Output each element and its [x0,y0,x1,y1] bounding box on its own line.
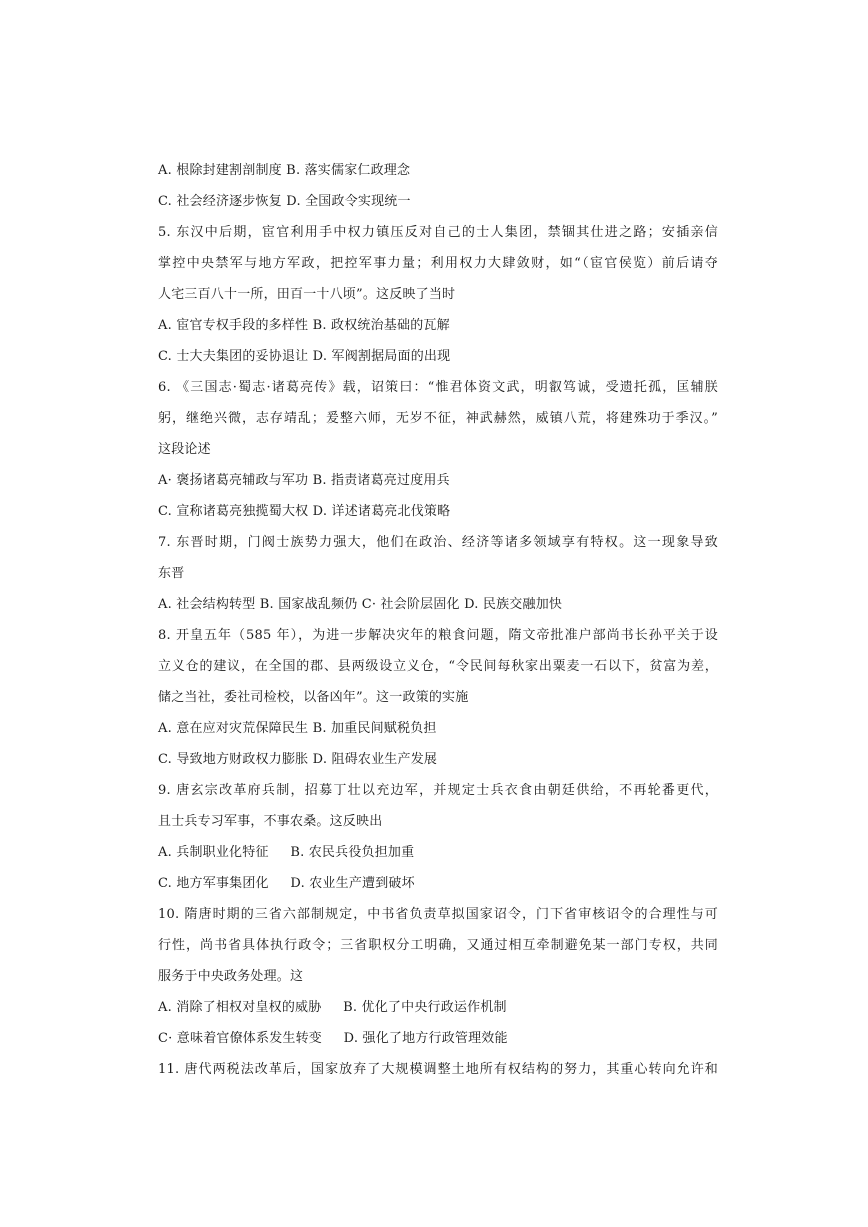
option-line: A. 社会结构转型 B. 国家战乱频仍 C· 社会阶层固化 D. 民族交融加快 [158,597,563,612]
option-line: A. 消除了相权对皇权的威胁 B. 优化了中央行政运作机制 [158,1000,507,1015]
option-line: C. 宣称诸葛亮独揽蜀大权 D. 详述诸葛亮北伐策略 [158,504,451,519]
question-11-text: 11. 唐代两税法改革后，国家放弃了大规模调整土地所有权结构的努力，其重心转向允许和 [158,1062,718,1077]
question-6-text: 这段论述 [158,442,211,457]
option-line: A. 意在应对灾荒保障民生 B. 加重民间赋税负担 [158,721,437,736]
question-7-text: 东晋 [158,566,185,581]
option-line: C. 社会经济逐步恢复 D. 全国政令实现统一 [158,194,411,209]
question-8-text: 储之当社，委社司检校，以备凶年”。这一政策的实施 [158,690,469,705]
option-line: A. 宦官专权手段的多样性 B. 政权统治基础的瓦解 [158,318,450,333]
question-10-text: 10. 隋唐时期的三省六部制规定，中书省负责草拟国家诏令，门下省审核诏令的合理性与可 [158,907,718,922]
question-8-text: 8. 开皇五年（585 年），为进一步解决灾年的粮食问题，隋文帝批准户部尚书长孙平关于设 [158,628,718,643]
question-9-text: 9. 唐玄宗改革府兵制，招募丁壮以充边军，并规定士兵衣食由朝廷供给，不再轮番更代， [158,783,718,798]
question-5-text: 5. 东汉中后期，宦官利用手中权力镇压反对自己的士人集团，禁锢其仕进之路；安插亲信 [158,225,718,240]
option-line: C. 士大夫集团的妥协退让 D. 军阀割据局面的出现 [158,349,451,364]
question-8-text: 立义仓的建议，在全国的郡、县两级设立义仓，“令民间每秋家出粟麦一石以下，贫富为差， [158,659,718,674]
question-5-text: 人宅三百八十一所，田百一十八顷”。这反映了当时 [158,287,456,302]
question-6-text: 躬，继绝兴微，志存靖乱；爰整六师，无岁不征，神武赫然，威镇八荒，将建殊功于季汉。” [158,411,718,426]
question-7-text: 7. 东晋时期，门阀士族势力强大，他们在政治、经济等诸多领域享有特权。这一现象导致 [158,535,718,550]
question-10-text: 服务于中央政务处理。这 [158,969,304,984]
option-line: A. 兵制职业化特征 B. 农民兵役负担加重 [158,845,415,860]
question-9-text: 且士兵专习军事，不事农桑。这反映出 [158,814,383,829]
option-line: C. 地方军事集团化 D. 农业生产遭到破坏 [158,876,415,891]
question-5-text: 掌控中央禁军与地方军政，把控军事力量；利用权力大肆敛财，如“（宦官侯览）前后请夺 [158,256,718,271]
document-page [158,155,718,1085]
option-line: C· 意味着官僚体系发生转变 D. 强化了地方行政管理效能 [158,1031,508,1046]
question-6-text: 6. 《三国志·蜀志·诸葛亮传》载，诏策曰：“惟君体资文武，明叡笃诚，受遗托孤，匡辅朕 [158,380,718,395]
option-line: C. 导致地方财政权力膨胀 D. 阻碍农业生产发展 [158,752,438,767]
question-10-text: 行性，尚书省具体执行政令；三省职权分工明确，又通过相互牵制避免某一部门专权，共同 [158,938,718,953]
option-line: A· 褒扬诸葛亮辅政与军功 B. 指责诸葛亮过度用兵 [158,473,450,488]
option-line: A. 根除封建割剖制度 B. 落实儒家仁政理念 [158,163,411,178]
